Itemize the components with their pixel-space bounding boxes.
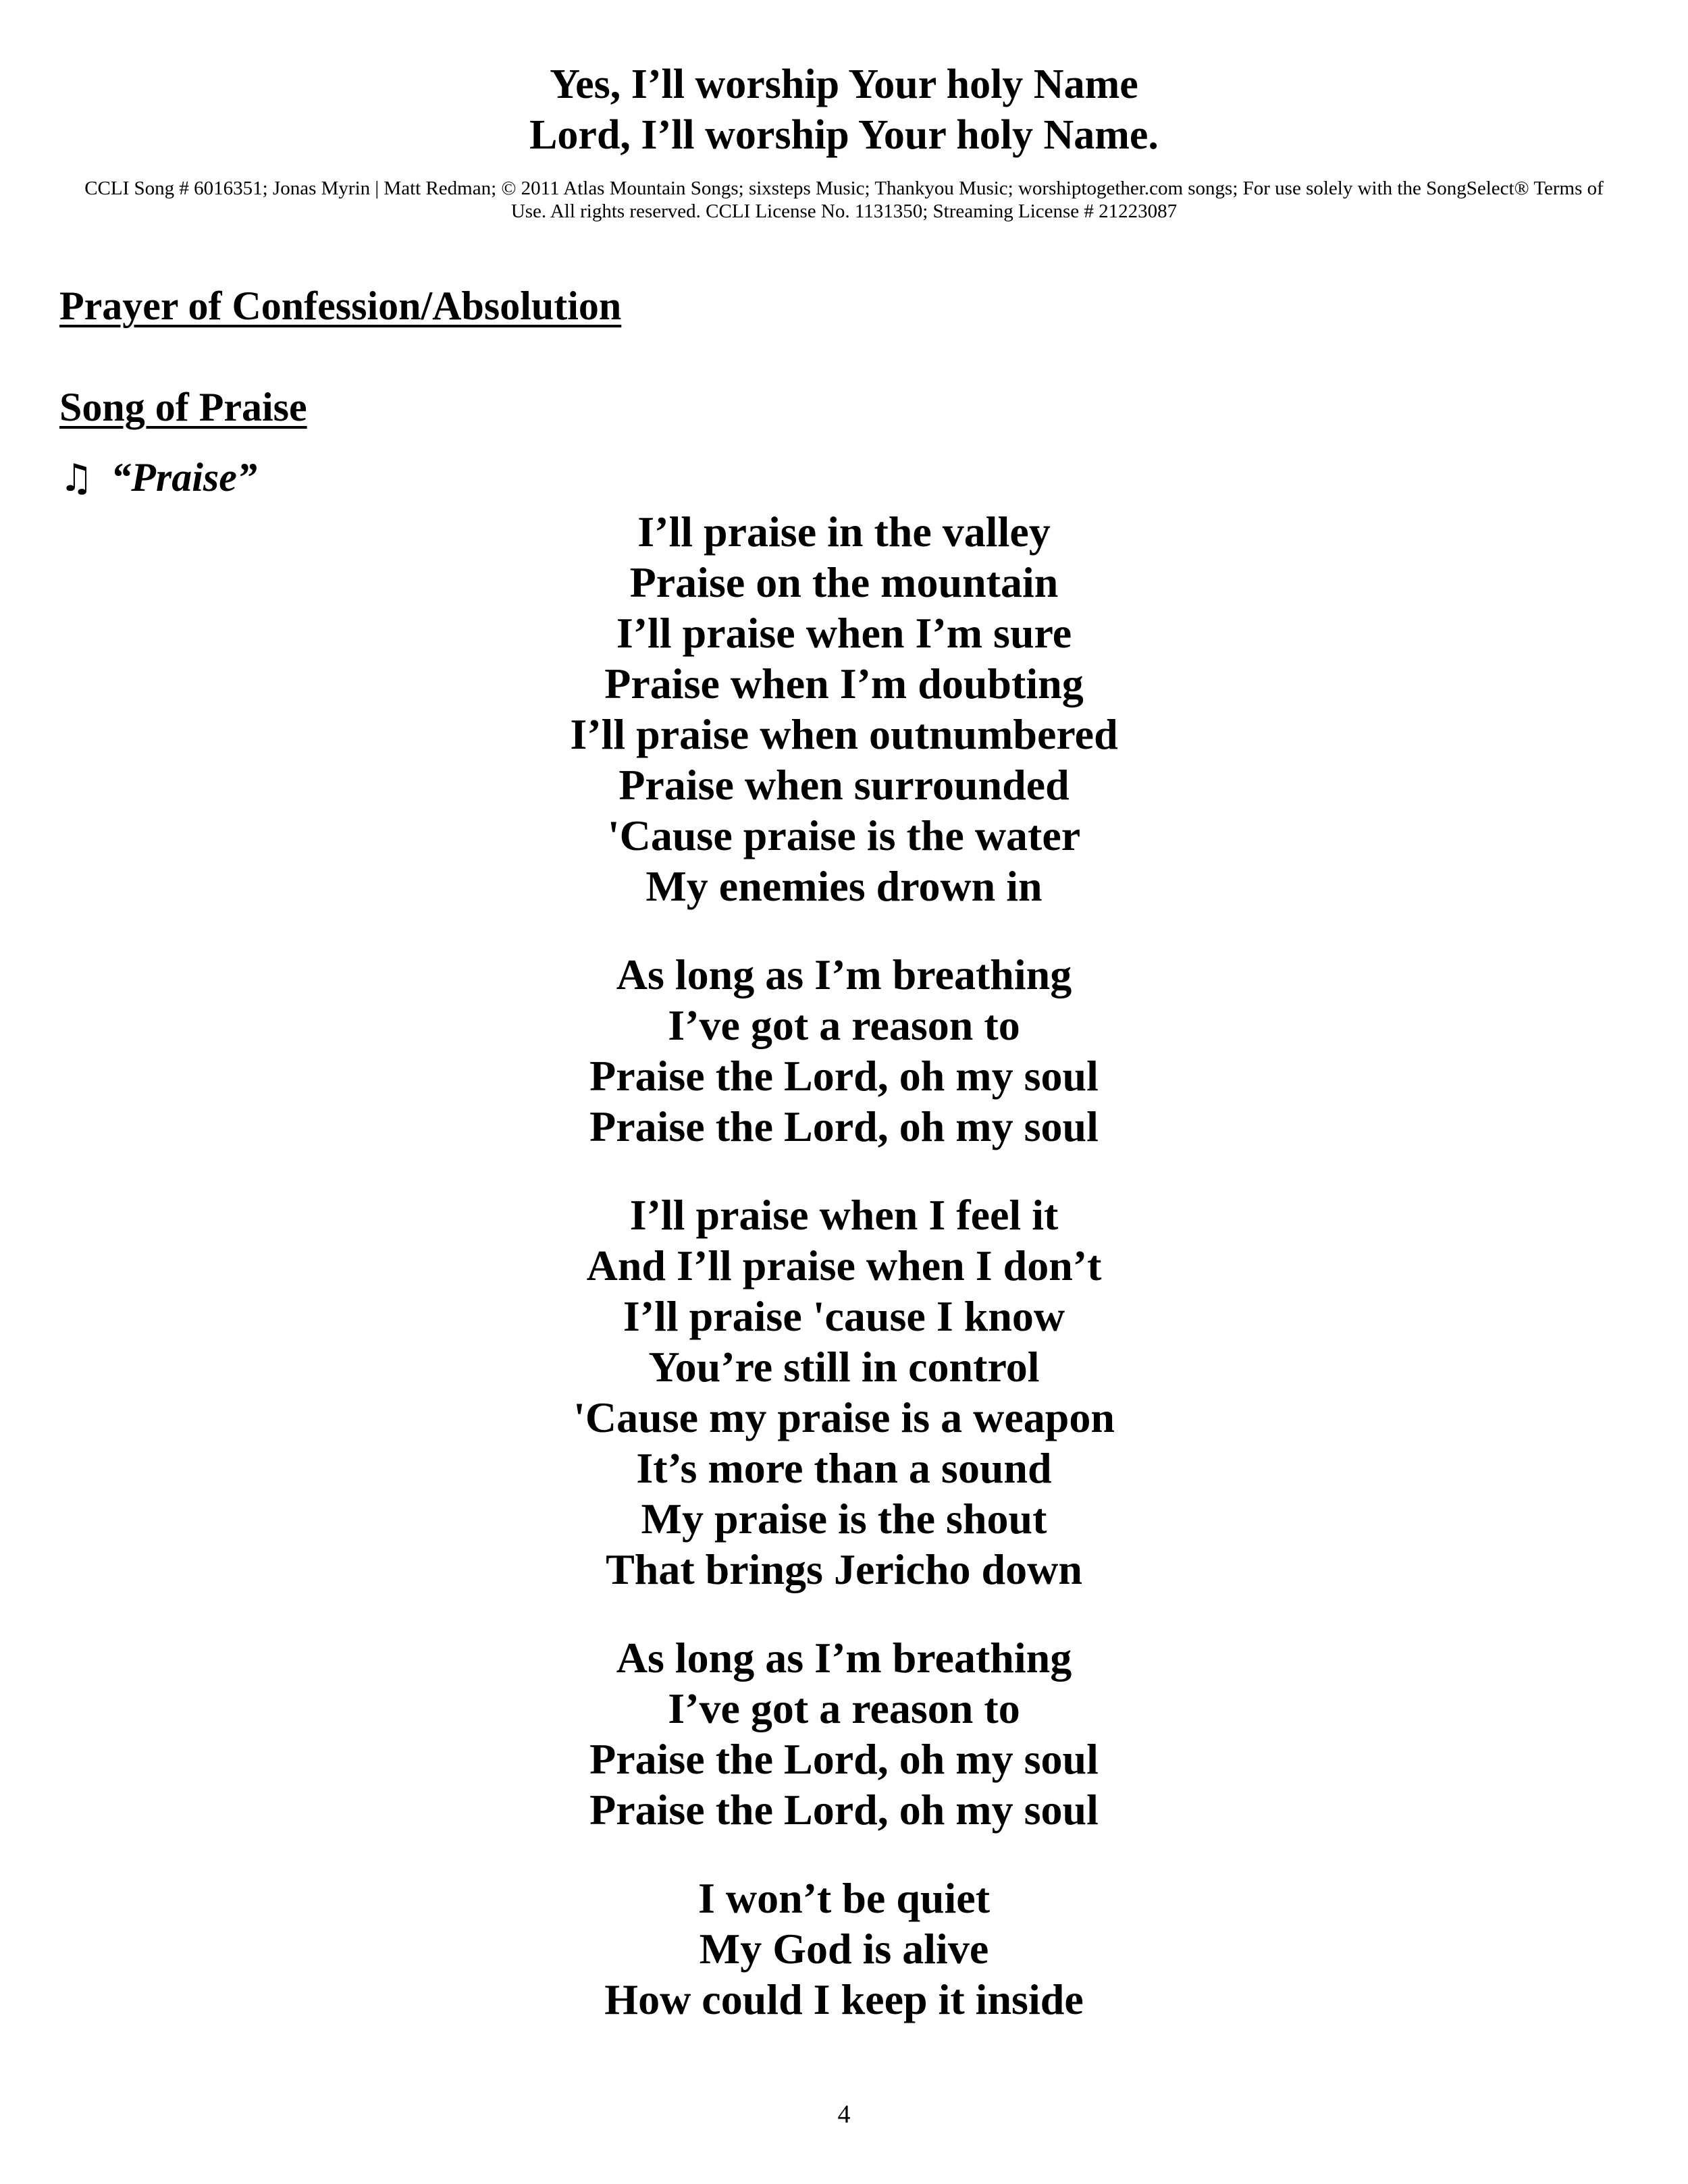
lyric-line: As long as I’m breathing [616, 951, 1072, 998]
lyric-line: I’ll praise when I’m sure [616, 609, 1072, 657]
lyric-line: Praise on the mountain [629, 558, 1059, 606]
lyric-line: Praise the Lord, oh my soul [589, 1735, 1099, 1783]
stanza [0, 1873, 1688, 2025]
ccli-copyright-notice: CCLI Song # 6016351; Jonas Myrin | Matt Redman; © 2011 Atlas Mountain Songs; sixsteps Music; Thankyou Music; worshiptogether.com songs; For use solely with the SongSelect® Terms of Use. All rights reserved. CCLI License No. 1131350; Streaming License # 21223087 [84, 178, 1604, 222]
lyric-line: My enemies drown in [645, 862, 1043, 910]
lyric-line: My praise is the shout [641, 1495, 1047, 1543]
stanza [0, 506, 1688, 911]
previous-song-ending [0, 59, 1688, 161]
music-note-icon: ♫ [59, 456, 94, 500]
lyric-line: 'Cause my praise is a weapon [573, 1393, 1115, 1441]
song-title [59, 454, 257, 502]
lyric-line: And I’ll praise when I don’t [586, 1242, 1102, 1289]
lyric-line: Yes, I’ll worship Your holy Name [550, 61, 1138, 107]
lyric-line: I’ve got a reason to [668, 1684, 1020, 1732]
lyric-line: Praise the Lord, oh my soul [589, 1786, 1099, 1834]
lyric-line: I’ll praise 'cause I know [623, 1292, 1065, 1340]
lyric-line: It’s more than a sound [636, 1444, 1052, 1492]
lyric-line: You’re still in control [648, 1343, 1040, 1391]
lyric-line: Praise when I’m doubting [604, 660, 1084, 708]
lyric-line: I won’t be quiet [697, 1874, 991, 1922]
song-title-text: “Praise” [111, 455, 257, 500]
song-of-praise-heading: Song of Praise [59, 385, 307, 429]
stanza [0, 1190, 1688, 1595]
lyric-line: As long as I’m breathing [616, 1634, 1072, 1682]
lyric-line: Lord, I’ll worship Your holy Name. [529, 112, 1159, 158]
lyric-line: That brings Jericho down [606, 1545, 1082, 1593]
stanza [0, 1632, 1688, 1835]
song-lyrics [0, 506, 1688, 2062]
lyric-line: Praise the Lord, oh my soul [589, 1102, 1099, 1150]
lyric-line: My God is alive [699, 1925, 989, 1973]
lyric-line: I’ll praise in the valley [637, 508, 1051, 556]
lyric-line: 'Cause praise is the water [607, 811, 1081, 859]
lyric-line: How could I keep it inside [604, 1975, 1084, 2023]
confession-heading: Prayer of Confession/Absolution [59, 284, 622, 328]
lyric-line: Praise the Lord, oh my soul [589, 1052, 1099, 1100]
lyric-line: I’ve got a reason to [668, 1001, 1020, 1049]
page-number: 4 [837, 2100, 851, 2129]
stanza [0, 949, 1688, 1152]
lyric-line: I’ll praise when outnumbered [570, 710, 1118, 758]
lyric-line: I’ll praise when I feel it [629, 1191, 1059, 1239]
lyric-line: Praise when surrounded [618, 761, 1070, 809]
